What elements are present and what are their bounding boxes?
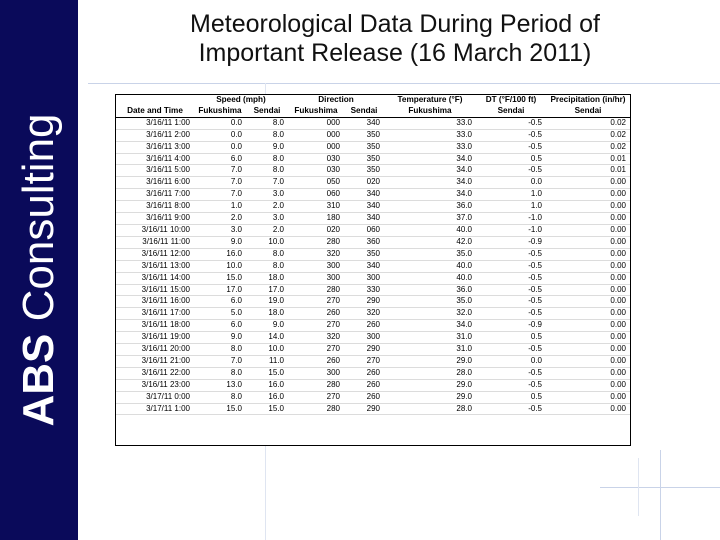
column-header: Sendai — [246, 106, 288, 117]
brand-consulting: Consulting — [14, 113, 63, 334]
table-row — [116, 224, 630, 236]
column-header: Sendai — [476, 106, 546, 117]
table-cell: 3/16/11 10:00 — [116, 224, 194, 236]
table-cell: 0.00 — [546, 189, 630, 201]
table-cell: 0.00 — [546, 379, 630, 391]
table-cell: -0.9 — [476, 320, 546, 332]
table-cell: 17.0 — [246, 284, 288, 296]
table-cell: 300 — [288, 260, 344, 272]
table-cell: 3/16/11 3:00 — [116, 141, 194, 153]
table-cell: 42.0 — [384, 236, 476, 248]
table-cell: 270 — [344, 355, 384, 367]
table-cell: 3/17/11 0:00 — [116, 391, 194, 403]
table-cell: 350 — [344, 153, 384, 165]
table-cell: 260 — [288, 355, 344, 367]
table-cell: 5.0 — [194, 308, 246, 320]
slide-title-line-2: Important Release (16 March 2011) — [198, 39, 592, 67]
table-cell: 19.0 — [246, 296, 288, 308]
table-cell: 270 — [288, 391, 344, 403]
table-cell: 0.00 — [546, 367, 630, 379]
table-cell: 0.00 — [546, 177, 630, 189]
table-cell: 7.0 — [194, 177, 246, 189]
table-cell: 330 — [344, 284, 384, 296]
table-cell: 15.0 — [246, 367, 288, 379]
column-header: Fukushima — [384, 106, 476, 117]
table-cell: 0.00 — [546, 391, 630, 403]
table-cell: 18.0 — [246, 272, 288, 284]
table-cell: 0.5 — [476, 153, 546, 165]
table-cell: 0.0 — [476, 355, 546, 367]
table-cell: 270 — [288, 320, 344, 332]
table-cell: 3/16/11 14:00 — [116, 272, 194, 284]
table-cell: -0.5 — [476, 272, 546, 284]
table-cell: 36.0 — [384, 284, 476, 296]
table-cell: 16.0 — [246, 379, 288, 391]
table-cell: 0.5 — [476, 391, 546, 403]
table-cell: 7.0 — [194, 165, 246, 177]
table-cell: 260 — [344, 379, 384, 391]
table-cell: 280 — [288, 403, 344, 415]
table-cell: 3/16/11 15:00 — [116, 284, 194, 296]
group-header-dt: DT (°F/100 ft) — [485, 95, 537, 104]
table-cell: 18.0 — [246, 308, 288, 320]
table-cell: 32.0 — [384, 308, 476, 320]
table-cell: 350 — [344, 248, 384, 260]
table-cell: 37.0 — [384, 213, 476, 225]
table-cell: 33.0 — [384, 129, 476, 141]
table-row — [116, 320, 630, 332]
table-cell: 9.0 — [246, 320, 288, 332]
table-cell: 0.00 — [546, 201, 630, 213]
table-row — [116, 379, 630, 391]
table-cell: 14.0 — [246, 332, 288, 344]
slide-title — [130, 10, 660, 68]
table-cell: 3/16/11 8:00 — [116, 201, 194, 213]
table-cell: 000 — [288, 117, 344, 129]
table-cell: 3/16/11 21:00 — [116, 355, 194, 367]
table-cell: 320 — [344, 308, 384, 320]
table-row — [116, 141, 630, 153]
table-cell: 310 — [288, 201, 344, 213]
group-header-temperature: Temperature (°F) — [397, 95, 463, 104]
table-cell: 340 — [344, 213, 384, 225]
table-cell: 2.0 — [194, 213, 246, 225]
table-cell: 3/16/11 16:00 — [116, 296, 194, 308]
table-cell: 35.0 — [384, 296, 476, 308]
table-cell: 260 — [344, 391, 384, 403]
table-cell: 0.0 — [476, 177, 546, 189]
table-cell: 3/17/11 1:00 — [116, 403, 194, 415]
table-row — [116, 165, 630, 177]
table-cell: -0.5 — [476, 344, 546, 356]
table-cell: -0.5 — [476, 403, 546, 415]
table-cell: 300 — [288, 272, 344, 284]
table-cell: 270 — [288, 344, 344, 356]
table-row — [116, 332, 630, 344]
table-cell: 34.0 — [384, 165, 476, 177]
column-header: Fukushima — [194, 106, 246, 117]
table-row — [116, 153, 630, 165]
table-cell: 3/16/11 12:00 — [116, 248, 194, 260]
table-cell: 0.00 — [546, 355, 630, 367]
table-cell: 300 — [344, 272, 384, 284]
table-cell: 300 — [344, 332, 384, 344]
table-cell: 29.0 — [384, 391, 476, 403]
table-cell: -1.0 — [476, 213, 546, 225]
brand-text — [14, 113, 63, 427]
table-cell: 33.0 — [384, 117, 476, 129]
table-cell: 9.0 — [194, 332, 246, 344]
table-cell: 3.0 — [194, 224, 246, 236]
table-cell: 340 — [344, 201, 384, 213]
table-cell: 060 — [288, 189, 344, 201]
table-cell: 8.0 — [194, 367, 246, 379]
table-cell: -0.5 — [476, 367, 546, 379]
table-cell: 0.00 — [546, 296, 630, 308]
table-cell: -0.5 — [476, 379, 546, 391]
decorative-line — [600, 487, 720, 488]
table-row — [116, 403, 630, 415]
table-cell: 0.00 — [546, 403, 630, 415]
table-cell: 260 — [288, 308, 344, 320]
table-cell: 020 — [288, 224, 344, 236]
table-row — [116, 236, 630, 248]
table-cell: 3/16/11 18:00 — [116, 320, 194, 332]
table-cell: 320 — [288, 248, 344, 260]
table-cell: 33.0 — [384, 141, 476, 153]
table-cell: 8.0 — [246, 260, 288, 272]
table-cell: 36.0 — [384, 201, 476, 213]
table-cell: 6.0 — [194, 153, 246, 165]
table-cell: 6.0 — [194, 296, 246, 308]
table-row — [116, 129, 630, 141]
table-row — [116, 355, 630, 367]
table-cell: 3/16/11 1:00 — [116, 117, 194, 129]
table-cell: 40.0 — [384, 224, 476, 236]
table-cell: 0.00 — [546, 224, 630, 236]
table-cell: 29.0 — [384, 355, 476, 367]
table-cell: -1.0 — [476, 224, 546, 236]
table-cell: 0.00 — [546, 260, 630, 272]
table-cell: 16.0 — [194, 248, 246, 260]
table-cell: 34.0 — [384, 189, 476, 201]
table-cell: 15.0 — [246, 403, 288, 415]
column-header: Fukushima — [288, 106, 344, 117]
table-cell: 15.0 — [194, 272, 246, 284]
table-cell: -0.5 — [476, 117, 546, 129]
table-cell: -0.5 — [476, 260, 546, 272]
table-cell: -0.5 — [476, 296, 546, 308]
table-row — [116, 201, 630, 213]
table-cell: 0.0 — [194, 141, 246, 153]
table-cell: 28.0 — [384, 403, 476, 415]
table-cell: 3/16/11 9:00 — [116, 213, 194, 225]
table-cell: 3/16/11 17:00 — [116, 308, 194, 320]
sub-header-row — [116, 106, 630, 117]
table-cell: 0.01 — [546, 153, 630, 165]
table-cell: 40.0 — [384, 260, 476, 272]
table-cell: 34.0 — [384, 153, 476, 165]
table-cell: 8.0 — [194, 344, 246, 356]
table-body — [116, 117, 630, 415]
table-row — [116, 308, 630, 320]
table-row — [116, 213, 630, 225]
table-cell: 0.00 — [546, 332, 630, 344]
table-cell: 9.0 — [194, 236, 246, 248]
table-row — [116, 344, 630, 356]
table-cell: 10.0 — [194, 260, 246, 272]
table-cell: 3/16/11 19:00 — [116, 332, 194, 344]
table-cell: 34.0 — [384, 320, 476, 332]
table-cell: 3/16/11 2:00 — [116, 129, 194, 141]
table-cell: 360 — [344, 236, 384, 248]
table-cell: 10.0 — [246, 236, 288, 248]
table-cell: 10.0 — [246, 344, 288, 356]
column-header: Date and Time — [116, 106, 194, 117]
table-cell: 0.0 — [194, 117, 246, 129]
table-cell: 000 — [288, 129, 344, 141]
table-cell: -0.5 — [476, 308, 546, 320]
table-cell: 16.0 — [246, 391, 288, 403]
table-cell: 260 — [344, 367, 384, 379]
table-cell: 31.0 — [384, 332, 476, 344]
table-cell: 1.0 — [476, 201, 546, 213]
table-cell: 290 — [344, 344, 384, 356]
decorative-line — [660, 450, 661, 540]
table-cell: 34.0 — [384, 177, 476, 189]
table-cell: 3/16/11 4:00 — [116, 153, 194, 165]
table-cell: 0.00 — [546, 308, 630, 320]
table-cell: 340 — [344, 260, 384, 272]
table-cell: 0.00 — [546, 236, 630, 248]
brand-logo — [0, 0, 78, 540]
table-cell: 020 — [344, 177, 384, 189]
table-cell: 3.0 — [246, 189, 288, 201]
table-cell: 000 — [288, 141, 344, 153]
table-cell: -0.5 — [476, 129, 546, 141]
table-cell: 3/16/11 13:00 — [116, 260, 194, 272]
table-cell: 350 — [344, 165, 384, 177]
table-cell: 350 — [344, 141, 384, 153]
table-cell: 0.00 — [546, 248, 630, 260]
table-cell: 0.02 — [546, 117, 630, 129]
table-row — [116, 260, 630, 272]
table-cell: 0.00 — [546, 213, 630, 225]
table-cell: 260 — [344, 320, 384, 332]
table-cell: 8.0 — [194, 391, 246, 403]
table-cell: 3/16/11 23:00 — [116, 379, 194, 391]
table-cell: 320 — [288, 332, 344, 344]
table-cell: 290 — [344, 403, 384, 415]
table-cell: 280 — [288, 379, 344, 391]
table-cell: 35.0 — [384, 248, 476, 260]
table-cell: 280 — [288, 284, 344, 296]
table-cell: 300 — [288, 367, 344, 379]
table-cell: -0.9 — [476, 236, 546, 248]
brand-abs: ABS — [14, 333, 63, 427]
slide-title-line-1: Meteorological Data During Period of — [190, 10, 600, 38]
table-cell: 3/16/11 7:00 — [116, 189, 194, 201]
table-row — [116, 391, 630, 403]
table-row — [116, 272, 630, 284]
table-cell: 28.0 — [384, 367, 476, 379]
table-cell: 340 — [344, 117, 384, 129]
table-cell: 7.0 — [194, 355, 246, 367]
column-header: Sendai — [344, 106, 384, 117]
table-cell: 8.0 — [246, 117, 288, 129]
table-cell: 290 — [344, 296, 384, 308]
column-header: Sendai — [546, 106, 630, 117]
meteorological-data-table — [115, 94, 631, 446]
table-cell: 0.00 — [546, 272, 630, 284]
table-cell: 0.0 — [194, 129, 246, 141]
table-cell: 8.0 — [246, 129, 288, 141]
table-cell: 17.0 — [194, 284, 246, 296]
table-row — [116, 248, 630, 260]
table-cell: 29.0 — [384, 379, 476, 391]
table-cell: 9.0 — [246, 141, 288, 153]
table-cell: 0.02 — [546, 141, 630, 153]
table-cell: 270 — [288, 296, 344, 308]
table-cell: 0.02 — [546, 129, 630, 141]
table-row — [116, 367, 630, 379]
table-cell: 0.00 — [546, 344, 630, 356]
decorative-line — [638, 458, 639, 516]
table-cell: 180 — [288, 213, 344, 225]
table-cell: 3/16/11 5:00 — [116, 165, 194, 177]
table-cell: -0.5 — [476, 284, 546, 296]
table-cell: 0.5 — [476, 332, 546, 344]
group-header-precipitation: Precipitation (in/hr) — [550, 95, 626, 104]
table-cell: 280 — [288, 236, 344, 248]
table-cell: 11.0 — [246, 355, 288, 367]
table-cell: 0.00 — [546, 320, 630, 332]
table-cell: 030 — [288, 165, 344, 177]
table-cell: 8.0 — [246, 153, 288, 165]
decorative-line — [88, 83, 720, 84]
table-cell: 8.0 — [246, 248, 288, 260]
table-cell: 0.00 — [546, 284, 630, 296]
table-cell: 13.0 — [194, 379, 246, 391]
table-row — [116, 189, 630, 201]
group-header-direction: Direction — [318, 95, 354, 104]
table-cell: 0.01 — [546, 165, 630, 177]
table-row — [116, 177, 630, 189]
group-header-row — [116, 95, 630, 106]
table-cell: 1.0 — [476, 189, 546, 201]
table-cell: 060 — [344, 224, 384, 236]
table-cell: -0.5 — [476, 248, 546, 260]
table-cell: 350 — [344, 129, 384, 141]
table-row — [116, 284, 630, 296]
table-cell: 3/16/11 22:00 — [116, 367, 194, 379]
table-cell: 8.0 — [246, 165, 288, 177]
table-cell: 1.0 — [194, 201, 246, 213]
table-cell: -0.5 — [476, 141, 546, 153]
table-cell: 3/16/11 11:00 — [116, 236, 194, 248]
table-cell: 31.0 — [384, 344, 476, 356]
data-table — [116, 95, 630, 415]
table-cell: 050 — [288, 177, 344, 189]
table-cell: 030 — [288, 153, 344, 165]
group-header-empty — [116, 95, 194, 106]
table-cell: 40.0 — [384, 272, 476, 284]
table-cell: 340 — [344, 189, 384, 201]
group-header-speed: Speed (mph) — [216, 95, 266, 104]
table-cell: 15.0 — [194, 403, 246, 415]
table-cell: 6.0 — [194, 320, 246, 332]
table-cell: -0.5 — [476, 165, 546, 177]
table-cell: 7.0 — [194, 189, 246, 201]
table-row — [116, 296, 630, 308]
table-cell: 7.0 — [246, 177, 288, 189]
table-row — [116, 117, 630, 129]
table-cell: 2.0 — [246, 201, 288, 213]
table-cell: 3.0 — [246, 213, 288, 225]
table-cell: 3/16/11 6:00 — [116, 177, 194, 189]
table-cell: 2.0 — [246, 224, 288, 236]
table-cell: 3/16/11 20:00 — [116, 344, 194, 356]
